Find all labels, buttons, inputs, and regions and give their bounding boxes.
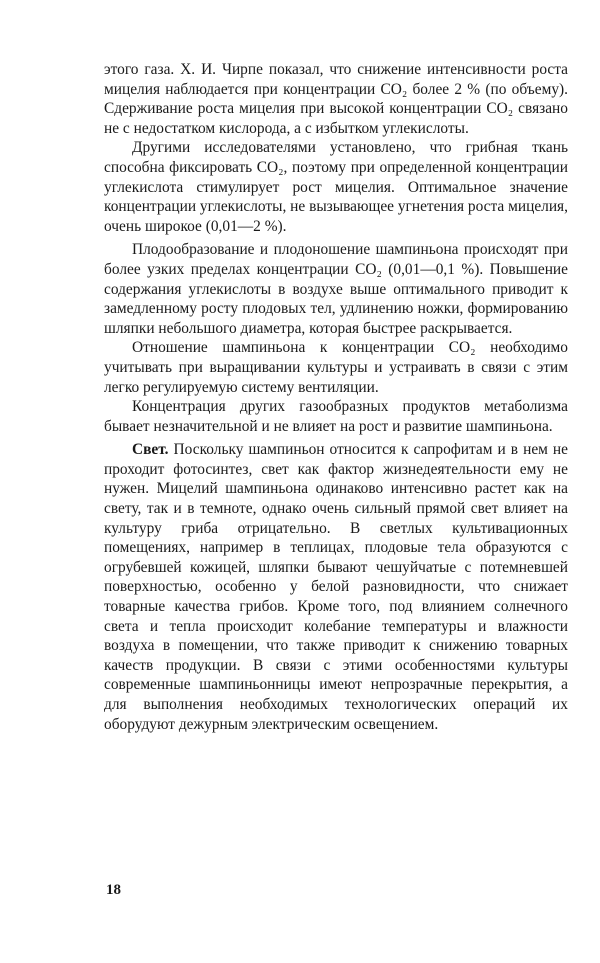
paragraph-co2-fixation: Другими исследователями установлено, что грибная ткань способна фиксировать CO₂, поэтому при определенной концентрации углекислота стимулирует рост мицелия. Оптимальное значение концентрации углекислоты, не вызывающее угнетения роста мицелия, очень широкое (0,01—2 %).: [104, 139, 568, 235]
page-body: [104, 60, 568, 734]
paragraph-co2-chirpe: этого газа. Х. И. Чирпе показал, что снижение интенсивности роста мицелия наблюдается при концентрации CO₂ более 2 % (по объему). Сдерживание роста мицелия при высокой концентрации CO₂ связано не с недостатком кислорода, а с избытком углекислоты.: [104, 61, 568, 137]
paragraph-fruiting-co2: Плодообразование и плодоношение шампиньона происходят при более узких пределах концентрации CO₂ (0,01—0,1 %). Повышение содержания углекислоты в воздухе выше оптимального приводит к замедленному росту плодовых тел, удлинению ножки, формированию шляпки небольшого диаметра, которая быстрее раскрывается.: [104, 241, 568, 337]
paragraph-light: [104, 440, 568, 734]
section-heading-light: Свет.: [132, 441, 169, 459]
paragraph-ventilation: Отношение шампиньона к концентрации CO₂ необходимо учитывать при выращивании культуры и устраивать в связи с этим легко регулируемую систему вентиляции.: [104, 339, 568, 396]
paragraph-light-text: Поскольку шампиньон относится к сапрофитам и в нем не проходит фотосинтез, свет как фактор жизнедеятельности ему не нужен. Мицелий шампиньона одинаково интенсивно растет как на свету, так и в темноте, однако очень сильный прямой свет влияет на культуру гриба отрицательно. В светлых культивационных помещениях, например в теплицах, плодовые тела образуются с огрубевшей кожицей, шляпки бывают чешуйчатые с потемневшей поверхностью, особенно у белой разновидности, что снижает товарные качества грибов. Кроме того, под влиянием солнечного света и тепла происходит колебание температуры и влажности воздуха в помещении, что также приводит к снижению товарных качеств продукции. В связи с этими особенностями культуры современные шампиньонницы имеют непрозрачные перекрытия, а для выполнения необходимых технологических операций их оборудуют дежурным электрическим освещением.: [104, 441, 568, 733]
page-number: 18: [106, 882, 121, 898]
paragraph-other-gases: Концентрация других газообразных продуктов метаболизма бывает незначительной и не влияет на рост и развитие шампиньона.: [104, 398, 568, 435]
